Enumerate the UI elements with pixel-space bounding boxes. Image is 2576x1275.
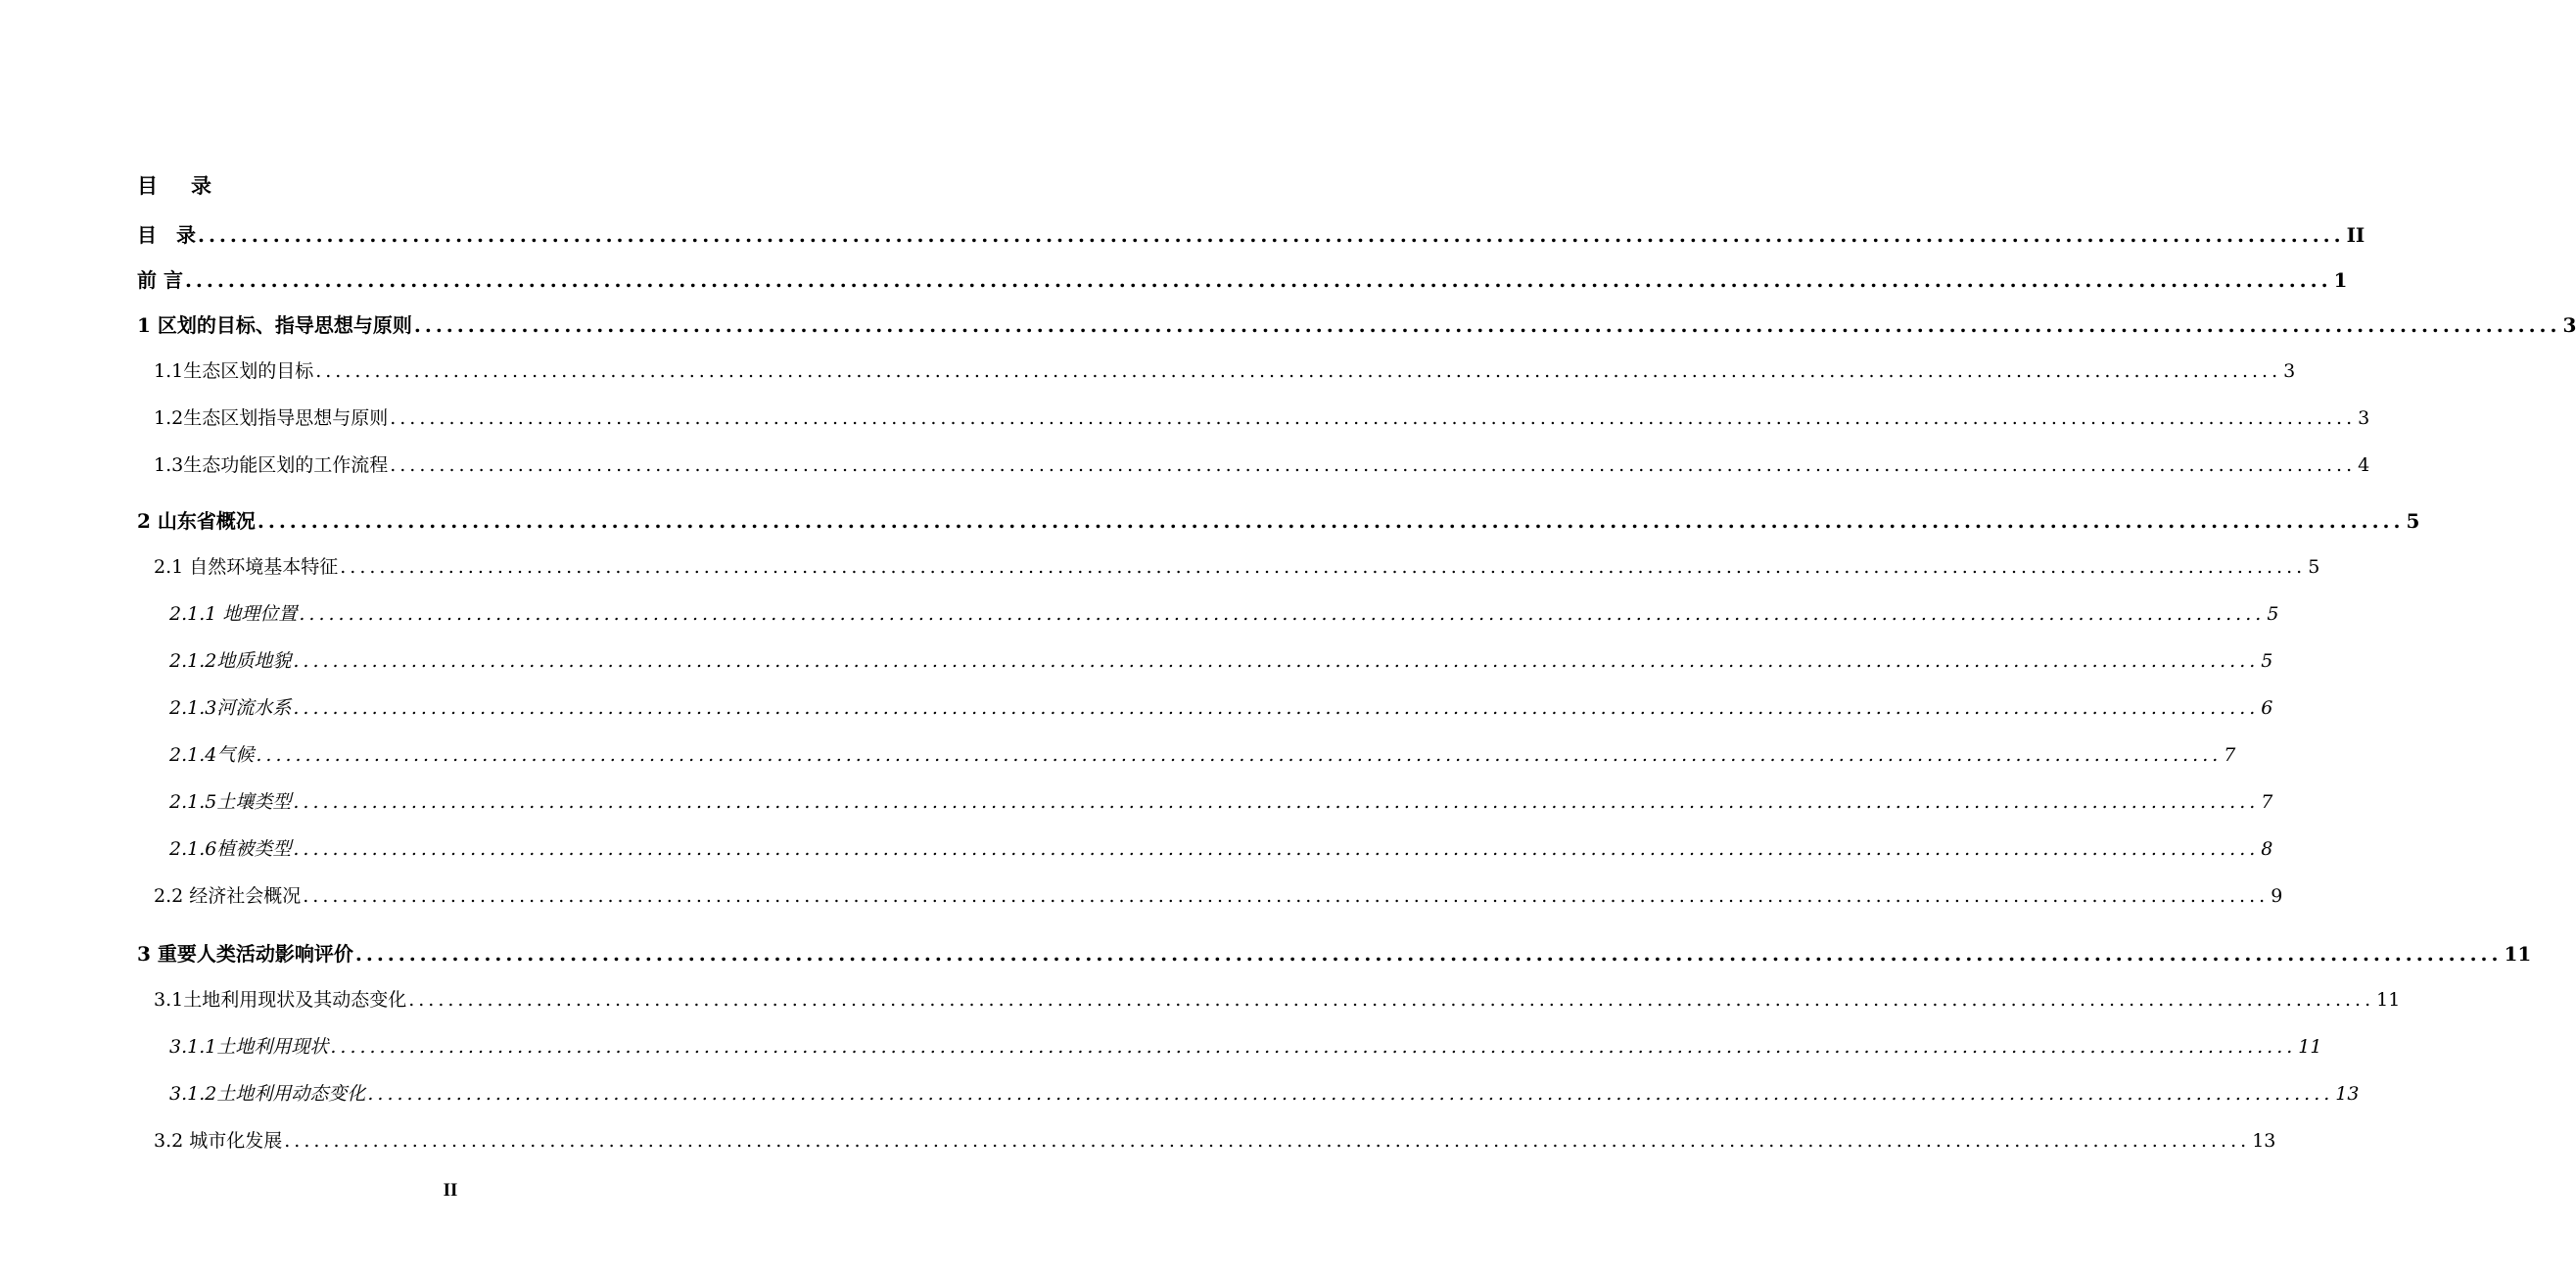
toc-entry[interactable] — [137, 219, 2365, 249]
toc-dot-leader: ........................................................................................................................................................................................................ — [354, 942, 2503, 966]
toc-entry-title: 3.1.1土地利用现状 — [169, 1036, 329, 1058]
toc-entry-page-number: 3 — [2358, 407, 2370, 429]
toc-entry-title: 2.1.6植被类型 — [169, 838, 292, 860]
toc-dot-leader: ........................................................................................................................................................................................................ — [303, 885, 2270, 907]
toc-entry-page-number: 13 — [2335, 1083, 2360, 1105]
toc-entry-page-number: 3 — [2283, 360, 2296, 382]
toc-dot-leader: ........................................................................................................................................................................................................ — [413, 313, 2561, 337]
toc-entry-title: 3.1土地利用现状及其动态变化 — [154, 989, 407, 1011]
toc-entry-page-number: 5 — [2267, 603, 2279, 625]
toc-entry-page-number: 3 — [2562, 313, 2576, 337]
toc-entry-title: 2.1.3河流水系 — [169, 697, 292, 719]
toc-dot-leader: ........................................................................................................................................................................................................ — [367, 1083, 2334, 1105]
footer-page-number: II — [443, 1180, 458, 1201]
toc-entry-page-number: 8 — [2261, 838, 2273, 860]
toc-entry[interactable] — [169, 740, 2236, 770]
toc-entry[interactable] — [154, 403, 2370, 433]
toc-entry[interactable] — [169, 646, 2273, 676]
toc-entry-title: 2.1.4气候 — [169, 744, 255, 766]
toc-entry[interactable] — [154, 356, 2296, 386]
toc-dot-leader: ........................................................................................................................................................................................................ — [315, 360, 2282, 382]
toc-dot-leader: ........................................................................................................................................................................................................ — [293, 791, 2260, 813]
toc-entry-title: 3 重要人类活动影响评价 — [137, 942, 353, 966]
toc-entry-title: 2.2 经济社会概况 — [154, 885, 302, 907]
toc-entry-title: 1.3生态功能区划的工作流程 — [154, 454, 389, 476]
toc-dot-leader: ........................................................................................................................................................................................................ — [293, 697, 2260, 719]
toc-entry-page-number: 13 — [2252, 1130, 2276, 1152]
toc-entry[interactable] — [137, 309, 2576, 339]
toc-dot-leader: ........................................................................................................................................................................................................ — [284, 1130, 2251, 1152]
toc-entry[interactable] — [169, 1079, 2360, 1109]
toc-entry-page-number: 5 — [2308, 556, 2320, 578]
toc-dot-leader: ........................................................................................................................................................................................................ — [293, 650, 2260, 672]
toc-entry[interactable] — [137, 938, 2532, 968]
toc-entry-page-number: 9 — [2271, 885, 2283, 907]
toc-entry-page-number: 11 — [2504, 942, 2532, 966]
toc-entry-page-number: 11 — [2298, 1036, 2322, 1058]
toc-entry-title: 1 区划的目标、指导思想与原则 — [137, 313, 412, 337]
toc-entry[interactable] — [169, 1032, 2322, 1062]
toc-entry-page-number: 5 — [2261, 650, 2273, 672]
toc-entry-title: 1.2生态区划指导思想与原则 — [154, 407, 389, 429]
toc-entry-title: 2.1 自然环境基本特征 — [154, 556, 339, 578]
toc-dot-leader: ........................................................................................................................................................................................................ — [299, 603, 2266, 625]
toc-entry[interactable] — [154, 450, 2370, 480]
toc-dot-leader: ........................................................................................................................................................................................................ — [340, 556, 2307, 578]
toc-entry[interactable] — [169, 599, 2279, 629]
toc-dot-leader: ........................................................................................................................................................................................................ — [408, 989, 2375, 1011]
toc-entry[interactable] — [137, 264, 2348, 294]
toc-entry-page-number: 4 — [2358, 454, 2370, 476]
toc-entry-title: 2.1.2地质地貌 — [169, 650, 292, 672]
toc-entry[interactable] — [154, 881, 2283, 911]
toc-entry[interactable] — [154, 552, 2320, 582]
toc-dot-leader: ........................................................................................................................................................................................................ — [198, 223, 2345, 247]
toc-entry[interactable] — [169, 693, 2273, 723]
toc-entry-title: 1.1生态区划的目标 — [154, 360, 314, 382]
toc-entry[interactable] — [154, 985, 2401, 1015]
toc-dot-leader: ........................................................................................................................................................................................................ — [257, 509, 2405, 533]
toc-entry-page-number: 6 — [2261, 697, 2273, 719]
toc-dot-leader: ........................................................................................................................................................................................................ — [293, 838, 2260, 860]
toc-entry-page-number: 7 — [2261, 791, 2273, 813]
toc-dot-leader: ........................................................................................................................................................................................................ — [184, 268, 2332, 292]
toc-dot-leader: ........................................................................................................................................................................................................ — [330, 1036, 2297, 1058]
toc-dot-leader: ........................................................................................................................................................................................................ — [390, 407, 2357, 429]
toc-entry-page-number: 5 — [2406, 509, 2420, 533]
toc-entry[interactable] — [169, 834, 2273, 864]
toc-entry-page-number: 11 — [2376, 989, 2401, 1011]
toc-entry[interactable] — [169, 787, 2273, 817]
toc-entry-title: 2.1.1 地理位置 — [169, 603, 298, 625]
toc-entry-page-number: II — [2346, 223, 2365, 247]
toc-entry-page-number: 1 — [2333, 268, 2348, 292]
toc-entry-title: 3.2 城市化发展 — [154, 1130, 283, 1152]
toc-entry-title: 2.1.5土壤类型 — [169, 791, 292, 813]
toc-entry[interactable] — [137, 505, 2420, 535]
toc-entry-title: 3.1.2土地利用动态变化 — [169, 1083, 366, 1105]
toc-entry-page-number: 7 — [2224, 744, 2236, 766]
toc-dot-leader: ........................................................................................................................................................................................................ — [256, 744, 2223, 766]
toc-heading: 目录 — [137, 173, 245, 198]
toc-entry-title: 2 山东省概况 — [137, 509, 256, 533]
toc-entry[interactable] — [154, 1126, 2276, 1156]
toc-entry-title: 前 言 — [137, 268, 183, 292]
toc-entry-title: 目 录 — [137, 223, 196, 247]
toc-dot-leader: ........................................................................................................................................................................................................ — [390, 454, 2357, 476]
